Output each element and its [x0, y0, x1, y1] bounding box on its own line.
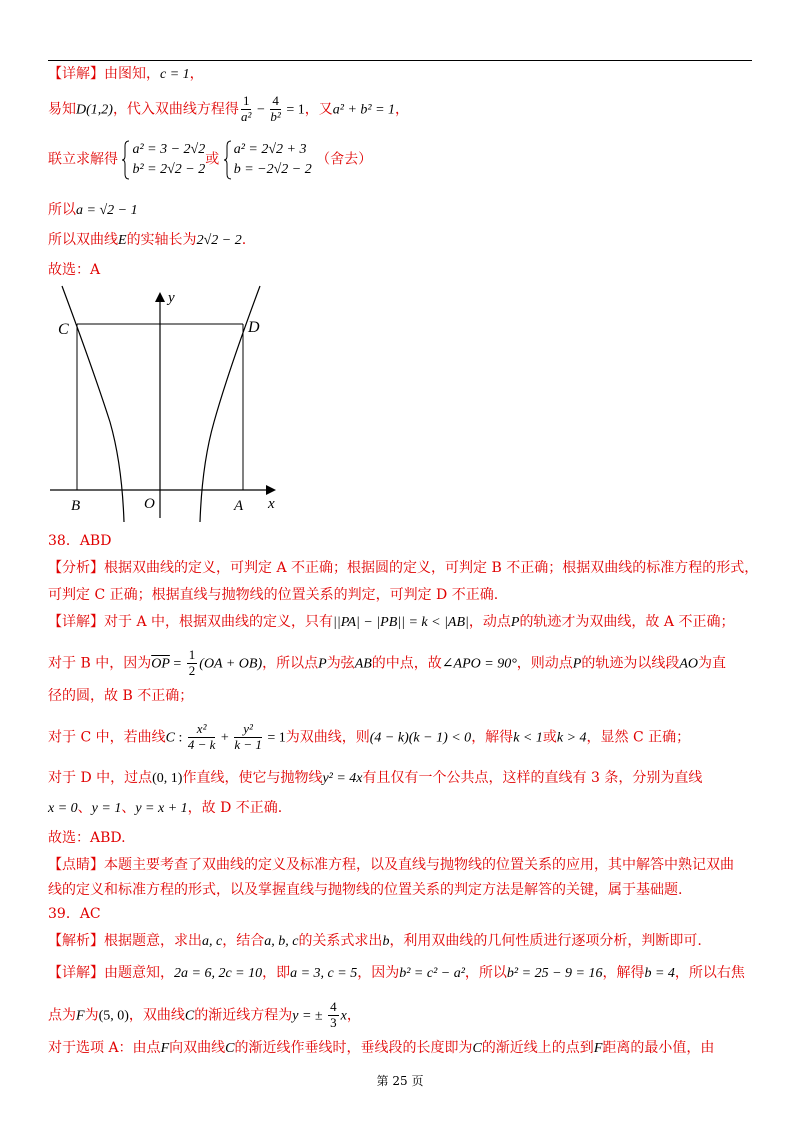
fraction: $\frac{4}{\text{b²}}$: [270, 93, 281, 124]
section-tag: 【详解】: [48, 614, 104, 630]
section-tag: 【点睛】: [48, 857, 104, 873]
y-axis-arrow: [155, 292, 165, 302]
text-line: 【分析】根据双曲线的定义，可判定 A 不正确；根据圆的定义，可判定 B 不正确；根据双曲线的标准方程的形式，: [48, 560, 759, 576]
text-line: 对于选项 A：由点F向双曲线C的渐近线作垂线时，垂线段的长度即为C的渐近线上的点到F距离的最小值，由: [48, 1040, 715, 1056]
fraction: $\frac{1}{2}$: [188, 647, 196, 678]
x-axis-arrow: [266, 485, 276, 495]
text-line: 可判定 C 正确；根据直线与抛物线的位置关系的判定，可判定 D 不正确.: [48, 587, 499, 603]
text-line: 【详解】对于 A 中，根据双曲线的定义，只有||PA| − |PB|| = k < |AB|，动点P的轨迹才为双曲线，故 A 不正确；: [48, 614, 735, 630]
text-line: 所以双曲线E的实轴长为2√2 − 2.: [48, 232, 247, 248]
label-y: y: [168, 290, 175, 306]
text-line: 故选：A: [48, 262, 101, 278]
text-line: x = 0、y = 1、y = x + 1，故 D 不正确.: [48, 800, 283, 816]
brace-icon: [224, 140, 232, 180]
brace-icon: [122, 140, 130, 180]
text-line: 38．ABD: [48, 533, 112, 549]
text-line: 所以a = √2 − 1: [48, 202, 138, 218]
hyperbola-figure: [44, 282, 284, 524]
text-line: 故选：ABD.: [48, 830, 126, 846]
fraction: $\frac{\text{y²}}{k - 1}$: [234, 721, 262, 752]
text-line: 对于 B 中，因为$\overline{OP}$ = $\frac{1}{2}$ (OA + OB)，所以点P为弦AB的中点，故∠APO = 90°，则动点P的轨迹为以线段AO为直: [48, 647, 727, 678]
equation-system: a² = 3 − 2√2 b² = 2√2 − 2: [122, 140, 205, 179]
label-D: D: [248, 319, 260, 336]
label-A: A: [234, 498, 244, 514]
section-tag: 【详解】: [48, 66, 104, 82]
section-tag: 【解析】: [48, 933, 104, 949]
section-tag: 【分析】: [48, 560, 104, 576]
page-number: 第 25 页: [376, 1074, 424, 1088]
left-branch: [62, 286, 124, 522]
text-line: 对于 D 中，过点(0, 1)作直线，使它与抛物线y² = 4x有且仅有一个公共点，这样的直线有 3 条，分别为直线: [48, 770, 703, 786]
text-line: 联立求解得 a² = 3 − 2√2 b² = 2√2 − 2 或 a² = 2√2 + 3 b = −2√2 − 2 （舍去）: [48, 140, 372, 179]
text-line: 点为F为(5, 0)，双曲线C的渐近线方程为y = ± $\frac{4}{3}$ x，: [48, 999, 361, 1030]
text-line: 39．AC: [48, 906, 101, 922]
fraction: $\frac{\text{x²}}{4 - k}$: [187, 721, 216, 752]
section-tag: 【详解】: [48, 965, 104, 981]
text-line: 【详解】由题意知，2a = 6, 2c = 10，即a = 3, c = 5，因为b² = c² − a²，所以b² = 25 − 9 = 16，解得b = 4，所以右焦: [48, 965, 745, 981]
text-line: 线的定义和标准方程的形式，以及掌握直线与抛物线的位置关系的判定方法是解答的关键，属于基础题.: [48, 882, 683, 898]
label-C: C: [58, 321, 69, 338]
fraction: $\frac{4}{3}$: [330, 999, 337, 1030]
text-line: 【详解】由图知，c = 1，: [48, 66, 204, 82]
text-line: 【点睛】本题主要考查了双曲线的定义及标准方程，以及直线与抛物线的位置关系的应用，其中解答中熟记双曲: [48, 857, 734, 873]
text-line: 径的圆，故 B 不正确；: [48, 688, 194, 704]
top-rule: [48, 60, 752, 61]
fraction: $\frac{1}{\text{a²}}$: [240, 93, 252, 124]
label-B: B: [71, 498, 81, 514]
label-x: x: [268, 496, 275, 512]
text-line: 对于 C 中，若曲线C : $\frac{\text{x²}}{4 - k}$ + $\frac{\text{y²}}{k - 1}$ = 1为双曲线，则(4 − k)(k − 1) < 0，解得k < 1或k > 4，显然 C 正确；: [48, 721, 691, 752]
text-line: 【解析】根据题意，求出a, c，结合a, b, c的关系式求出b，利用双曲线的几何性质进行逐项分析，判断即可.: [48, 933, 702, 949]
equation-system: a² = 2√2 + 3 b = −2√2 − 2: [224, 140, 312, 179]
text-line: 易知D(1,2)，代入双曲线方程得 $\frac{1}{\text{a²}}$ − $\frac{4}{\text{b²}}$ = 1，又a² + b² = 1，: [48, 93, 410, 124]
label-O: O: [144, 496, 155, 512]
